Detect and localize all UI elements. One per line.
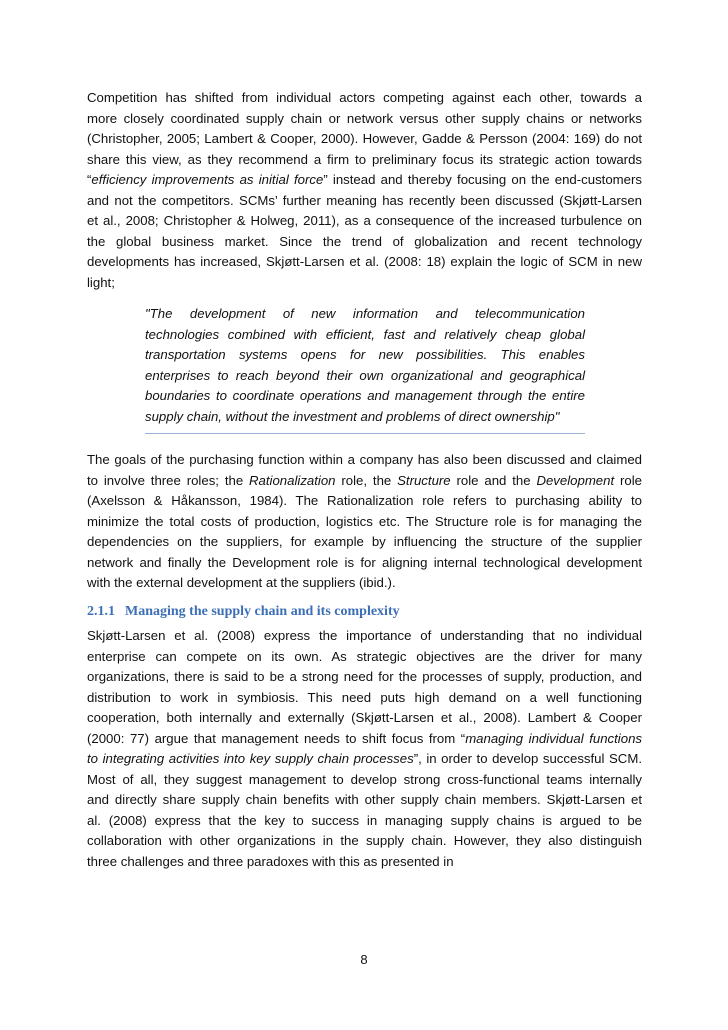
quote-mark: “ bbox=[87, 172, 92, 187]
paragraph-competition bbox=[87, 88, 642, 293]
text-line: with the external development at the suppliers (ibid.). bbox=[87, 575, 396, 590]
text-line: and not the competitors. SCMs’ further meaning has recently been discussed (Skjøtt-Larsen bbox=[87, 192, 642, 208]
quote-line: transportation systems opens for new possibilities. This enables bbox=[145, 347, 585, 362]
page-number: 8 bbox=[360, 952, 368, 967]
italic-term: Structure bbox=[397, 472, 451, 488]
text-line: minimize the total costs of production, logistics etc. The Structure role is for managing the bbox=[87, 513, 642, 529]
text-fragment: role and the bbox=[450, 472, 537, 488]
quote-line: supply chain, without the investment and problems of direct ownership" bbox=[145, 408, 560, 424]
text-line: (Christopher, 2005; Lambert & Cooper, 2000). However, Gadde & Persson (2004: 169) do not bbox=[87, 131, 642, 146]
paragraph-managing-supply-chain bbox=[87, 626, 642, 872]
text-line: enterprise can compete on its own. As strategic objectives are the driver for many bbox=[87, 648, 642, 664]
italic-term: Rationalization bbox=[249, 472, 336, 488]
text-line: dependencies on the suppliers, for example by influencing the structure of the supplier bbox=[87, 534, 642, 549]
section-heading bbox=[87, 604, 400, 620]
text-line: Most of all, they suggest management to develop strong cross-functional teams internally bbox=[87, 771, 642, 787]
text-line: The goals of the purchasing function within a company has also been discussed and claimed bbox=[87, 452, 642, 467]
text-line: collaboration with other organizations in the supply chain. However, they also distinguish bbox=[87, 833, 642, 848]
italic-phrase: efficiency improvements as initial force bbox=[91, 172, 324, 187]
text-line bbox=[87, 170, 642, 191]
text-line: organizations, there is said to be a strong need for the processes of supply, production, and bbox=[87, 669, 642, 684]
text-line: developments has increased, Skjøtt-Larsen et al. (2008: 18) explain the logic of SCM in new bbox=[87, 254, 642, 269]
text-line bbox=[87, 471, 642, 492]
text-fragment: role, the bbox=[335, 472, 398, 488]
block-quote bbox=[145, 304, 585, 427]
quote-line: boundaries to coordinate operations and management through the entire bbox=[145, 388, 585, 403]
italic-phrase: managing individual functions bbox=[465, 730, 642, 746]
text-line: three challenges and three paradoxes with this as presented in bbox=[87, 853, 454, 869]
quote-line: enterprises to reach beyond their own organizational and geographical bbox=[145, 367, 585, 383]
italic-term: Development bbox=[536, 472, 615, 488]
quote-divider bbox=[145, 433, 585, 434]
text-fragment: ” instead and thereby focusing on the end-customers bbox=[323, 172, 642, 187]
italic-phrase: to integrating activities into key supply chain processes bbox=[87, 751, 414, 766]
text-line: al. (2008) express that the key to success in managing supply chains is argued to be bbox=[87, 812, 642, 828]
text-line: light; bbox=[87, 274, 115, 290]
section-number: 2.1.1 bbox=[87, 604, 115, 619]
quote-line: "The development of new information and telecommunication bbox=[145, 306, 585, 321]
text-line: Competition has shifted from individual actors competing against each other, towards a bbox=[87, 90, 642, 105]
text-line: share this view, as they recommend a firm to preliminary focus its strategic action towards bbox=[87, 151, 642, 167]
text-line: and directly share supply chain benefits with other supply chain members. Skjøtt-Larsen et bbox=[87, 792, 642, 807]
text-line: network and finally the Development role is for aligning internal technological development bbox=[87, 554, 642, 570]
text-line: et al., 2008; Christopher & Holweg, 2011), as a consequence of the increased turbulence on bbox=[87, 213, 642, 228]
text-fragment: (2000: 77) argue that management needs to shift focus from “ bbox=[87, 730, 466, 746]
text-line: the global business market. Since the trend of globalization and recent technology bbox=[87, 233, 642, 249]
text-line bbox=[87, 749, 642, 770]
text-fragment: role bbox=[614, 472, 642, 488]
quote-line: technologies combined with efficient, fast and relatively cheap global bbox=[145, 326, 585, 342]
text-line: more closely coordinated supply chain or network versus other supply chains or networks bbox=[87, 110, 642, 126]
text-line: distribution to work in symbiosis. This need puts high demand on a well functioning bbox=[87, 689, 642, 705]
text-line bbox=[87, 729, 642, 750]
text-fragment: ”, in order to develop successful SCM. bbox=[413, 751, 642, 766]
text-line: (Axelsson & Håkansson, 1984). The Rationalization role refers to purchasing ability to bbox=[87, 493, 642, 508]
text-line: Skjøtt-Larsen et al. (2008) express the importance of understanding that no individual bbox=[87, 628, 642, 643]
section-title: Managing the supply chain and its complexity bbox=[125, 604, 400, 619]
text-fragment: to involve three roles; the bbox=[87, 472, 250, 488]
paragraph-purchasing-roles bbox=[87, 450, 642, 594]
text-line: cooperation, both internally and externally (Skjøtt-Larsen et al., 2008). Lambert & Cooper bbox=[87, 710, 642, 725]
